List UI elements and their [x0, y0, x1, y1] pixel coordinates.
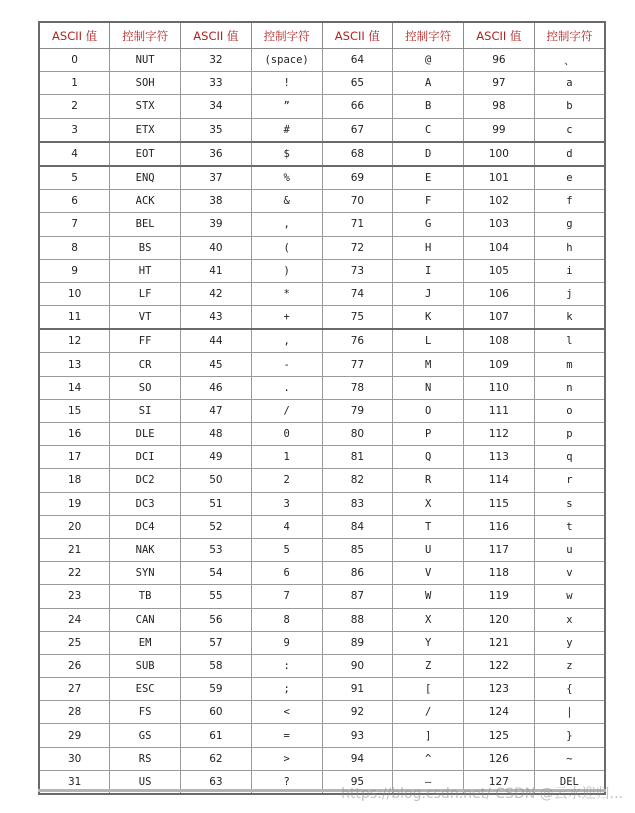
ascii-value-cell: 58	[181, 654, 252, 677]
control-char-cell: y	[534, 631, 605, 654]
control-char-cell: g	[534, 213, 605, 236]
ascii-value-cell: 0	[39, 49, 110, 72]
ascii-value-cell: 7	[39, 213, 110, 236]
ascii-value-cell: 29	[39, 724, 110, 747]
ascii-value-cell: 104	[464, 236, 535, 259]
ascii-value-cell: 40	[181, 236, 252, 259]
ascii-value-cell: 79	[322, 399, 393, 422]
control-char-cell: :	[251, 654, 322, 677]
control-char-cell: [	[393, 678, 464, 701]
ascii-value-cell: 87	[322, 585, 393, 608]
control-char-cell: P	[393, 423, 464, 446]
ascii-value-cell: 42	[181, 282, 252, 305]
control-char-cell: .	[251, 376, 322, 399]
control-char-cell: @	[393, 49, 464, 72]
ascii-value-cell: 118	[464, 562, 535, 585]
table-row	[39, 747, 605, 770]
table-row	[39, 259, 605, 282]
control-char-cell: 3	[251, 492, 322, 515]
control-char-cell: DC2	[110, 469, 181, 492]
control-char-cell: /	[393, 701, 464, 724]
ascii-value-cell: 24	[39, 608, 110, 631]
ascii-value-cell: 2	[39, 95, 110, 118]
ascii-value-cell: 63	[181, 770, 252, 794]
table-row	[39, 95, 605, 118]
control-char-cell: p	[534, 423, 605, 446]
control-char-cell: FF	[110, 329, 181, 353]
control-char-cell: -	[251, 353, 322, 376]
ascii-value-cell: 69	[322, 166, 393, 190]
ascii-value-cell: 9	[39, 259, 110, 282]
control-char-cell: t	[534, 515, 605, 538]
ascii-value-cell: 120	[464, 608, 535, 631]
ascii-value-cell: 47	[181, 399, 252, 422]
ascii-value-cell: 119	[464, 585, 535, 608]
control-char-cell: u	[534, 538, 605, 561]
ascii-value-cell: 45	[181, 353, 252, 376]
ascii-value-cell: 18	[39, 469, 110, 492]
control-char-cell: E	[393, 166, 464, 190]
table-row	[39, 329, 605, 353]
control-char-cell: G	[393, 213, 464, 236]
ascii-value-cell: 22	[39, 562, 110, 585]
control-char-cell: 8	[251, 608, 322, 631]
control-char-cell: =	[251, 724, 322, 747]
ascii-value-cell: 97	[464, 72, 535, 95]
ascii-value-cell: 92	[322, 701, 393, 724]
control-char-cell: 0	[251, 423, 322, 446]
table-row	[39, 49, 605, 72]
ascii-value-cell: 6	[39, 190, 110, 213]
ascii-value-cell: 103	[464, 213, 535, 236]
control-char-cell: F	[393, 190, 464, 213]
control-char-cell: |	[534, 701, 605, 724]
ascii-value-cell: 51	[181, 492, 252, 515]
control-char-cell: )	[251, 259, 322, 282]
ascii-value-cell: 64	[322, 49, 393, 72]
control-char-cell: ”	[251, 95, 322, 118]
control-char-cell: x	[534, 608, 605, 631]
control-char-cell: %	[251, 166, 322, 190]
table-row	[39, 654, 605, 677]
ascii-value-cell: 37	[181, 166, 252, 190]
control-char-cell: B	[393, 95, 464, 118]
control-char-cell: NUT	[110, 49, 181, 72]
ascii-value-cell: 14	[39, 376, 110, 399]
ascii-value-cell: 88	[322, 608, 393, 631]
ascii-value-cell: 57	[181, 631, 252, 654]
ascii-value-cell: 10	[39, 282, 110, 305]
ascii-value-cell: 75	[322, 306, 393, 330]
ascii-value-cell: 111	[464, 399, 535, 422]
ascii-value-cell: 102	[464, 190, 535, 213]
control-char-cell: i	[534, 259, 605, 282]
control-char-cell: 2	[251, 469, 322, 492]
control-char-cell: J	[393, 282, 464, 305]
control-char-cell: }	[534, 724, 605, 747]
table-row	[39, 562, 605, 585]
control-char-cell: EOT	[110, 142, 181, 166]
ascii-value-cell: 39	[181, 213, 252, 236]
control-char-cell: !	[251, 72, 322, 95]
control-char-cell: ETX	[110, 118, 181, 142]
control-char-cell: M	[393, 353, 464, 376]
ascii-value-cell: 19	[39, 492, 110, 515]
control-char-cell: r	[534, 469, 605, 492]
control-char-cell: SI	[110, 399, 181, 422]
control-char-cell: I	[393, 259, 464, 282]
ascii-value-cell: 43	[181, 306, 252, 330]
table-row	[39, 118, 605, 142]
header-control-char-2: 控制字符	[251, 22, 322, 49]
ascii-value-cell: 32	[181, 49, 252, 72]
control-char-cell: —	[393, 770, 464, 794]
ascii-value-cell: 107	[464, 306, 535, 330]
ascii-value-cell: 61	[181, 724, 252, 747]
ascii-value-cell: 23	[39, 585, 110, 608]
ascii-value-cell: 27	[39, 678, 110, 701]
ascii-value-cell: 114	[464, 469, 535, 492]
table-row	[39, 585, 605, 608]
control-char-cell: CAN	[110, 608, 181, 631]
ascii-value-cell: 31	[39, 770, 110, 794]
table-row	[39, 166, 605, 190]
control-char-cell: m	[534, 353, 605, 376]
control-char-cell: ,	[251, 213, 322, 236]
ascii-value-cell: 80	[322, 423, 393, 446]
control-char-cell: K	[393, 306, 464, 330]
control-char-cell: d	[534, 142, 605, 166]
ascii-value-cell: 93	[322, 724, 393, 747]
ascii-value-cell: 12	[39, 329, 110, 353]
ascii-value-cell: 108	[464, 329, 535, 353]
control-char-cell: k	[534, 306, 605, 330]
ascii-value-cell: 15	[39, 399, 110, 422]
ascii-value-cell: 70	[322, 190, 393, 213]
control-char-cell: SO	[110, 376, 181, 399]
ascii-value-cell: 13	[39, 353, 110, 376]
header-ascii-value-3: ASCII 值	[322, 22, 393, 49]
control-char-cell: ?	[251, 770, 322, 794]
ascii-value-cell: 95	[322, 770, 393, 794]
ascii-value-cell: 117	[464, 538, 535, 561]
table-row	[39, 631, 605, 654]
ascii-value-cell: 3	[39, 118, 110, 142]
table-row	[39, 72, 605, 95]
ascii-value-cell: 74	[322, 282, 393, 305]
table-row	[39, 608, 605, 631]
control-char-cell: FS	[110, 701, 181, 724]
table-row	[39, 515, 605, 538]
header-ascii-value-2: ASCII 值	[181, 22, 252, 49]
ascii-value-cell: 21	[39, 538, 110, 561]
control-char-cell: +	[251, 306, 322, 330]
ascii-value-cell: 125	[464, 724, 535, 747]
control-char-cell: STX	[110, 95, 181, 118]
ascii-value-cell: 89	[322, 631, 393, 654]
ascii-value-cell: 84	[322, 515, 393, 538]
control-char-cell: U	[393, 538, 464, 561]
ascii-value-cell: 26	[39, 654, 110, 677]
table-row	[39, 376, 605, 399]
ascii-value-cell: 116	[464, 515, 535, 538]
control-char-cell: <	[251, 701, 322, 724]
header-control-char-1: 控制字符	[110, 22, 181, 49]
ascii-value-cell: 68	[322, 142, 393, 166]
table-row	[39, 701, 605, 724]
control-char-cell: BS	[110, 236, 181, 259]
ascii-value-cell: 112	[464, 423, 535, 446]
control-char-cell: NAK	[110, 538, 181, 561]
control-char-cell: v	[534, 562, 605, 585]
ascii-value-cell: 30	[39, 747, 110, 770]
ascii-value-cell: 121	[464, 631, 535, 654]
table-row	[39, 538, 605, 561]
ascii-value-cell: 77	[322, 353, 393, 376]
control-char-cell: (space)	[251, 49, 322, 72]
control-char-cell: SUB	[110, 654, 181, 677]
control-char-cell: {	[534, 678, 605, 701]
control-char-cell: X	[393, 608, 464, 631]
ascii-value-cell: 20	[39, 515, 110, 538]
ascii-value-cell: 126	[464, 747, 535, 770]
control-char-cell: O	[393, 399, 464, 422]
control-char-cell: l	[534, 329, 605, 353]
control-char-cell: V	[393, 562, 464, 585]
control-char-cell: EM	[110, 631, 181, 654]
control-char-cell: DCI	[110, 446, 181, 469]
table-row	[39, 353, 605, 376]
table-row	[39, 213, 605, 236]
table-row	[39, 678, 605, 701]
table-row	[39, 190, 605, 213]
ascii-value-cell: 123	[464, 678, 535, 701]
ascii-value-cell: 33	[181, 72, 252, 95]
ascii-value-cell: 66	[322, 95, 393, 118]
control-char-cell: s	[534, 492, 605, 515]
ascii-value-cell: 56	[181, 608, 252, 631]
control-char-cell: BEL	[110, 213, 181, 236]
ascii-value-cell: 67	[322, 118, 393, 142]
ascii-value-cell: 71	[322, 213, 393, 236]
table-row	[39, 306, 605, 330]
ascii-value-cell: 115	[464, 492, 535, 515]
table-row	[39, 492, 605, 515]
control-char-cell: ,	[251, 329, 322, 353]
control-char-cell: R	[393, 469, 464, 492]
ascii-value-cell: 124	[464, 701, 535, 724]
ascii-value-cell: 53	[181, 538, 252, 561]
ascii-value-cell: 17	[39, 446, 110, 469]
ascii-value-cell: 34	[181, 95, 252, 118]
control-char-cell: CR	[110, 353, 181, 376]
ascii-value-cell: 78	[322, 376, 393, 399]
ascii-value-cell: 62	[181, 747, 252, 770]
control-char-cell: /	[251, 399, 322, 422]
ascii-value-cell: 99	[464, 118, 535, 142]
ascii-value-cell: 100	[464, 142, 535, 166]
header-ascii-value-4: ASCII 值	[464, 22, 535, 49]
control-char-cell: 7	[251, 585, 322, 608]
control-char-cell: 6	[251, 562, 322, 585]
control-char-cell: &	[251, 190, 322, 213]
header-ascii-value-1: ASCII 值	[39, 22, 110, 49]
control-char-cell: W	[393, 585, 464, 608]
ascii-value-cell: 73	[322, 259, 393, 282]
control-char-cell: A	[393, 72, 464, 95]
ascii-value-cell: 8	[39, 236, 110, 259]
ascii-value-cell: 4	[39, 142, 110, 166]
ascii-value-cell: 98	[464, 95, 535, 118]
ascii-value-cell: 54	[181, 562, 252, 585]
ascii-value-cell: 35	[181, 118, 252, 142]
control-char-cell: 、	[534, 49, 605, 72]
table-row	[39, 399, 605, 422]
ascii-value-cell: 113	[464, 446, 535, 469]
table-row	[39, 469, 605, 492]
control-char-cell: j	[534, 282, 605, 305]
ascii-value-cell: 16	[39, 423, 110, 446]
control-char-cell: US	[110, 770, 181, 794]
control-char-cell: z	[534, 654, 605, 677]
ascii-value-cell: 44	[181, 329, 252, 353]
ascii-value-cell: 50	[181, 469, 252, 492]
ascii-value-cell: 122	[464, 654, 535, 677]
control-char-cell: GS	[110, 724, 181, 747]
control-char-cell: RS	[110, 747, 181, 770]
ascii-value-cell: 127	[464, 770, 535, 794]
ascii-value-cell: 106	[464, 282, 535, 305]
ascii-value-cell: 105	[464, 259, 535, 282]
control-char-cell: q	[534, 446, 605, 469]
control-char-cell: L	[393, 329, 464, 353]
control-char-cell: T	[393, 515, 464, 538]
control-char-cell: ENQ	[110, 166, 181, 190]
control-char-cell: DEL	[534, 770, 605, 794]
control-char-cell: $	[251, 142, 322, 166]
control-char-cell: DLE	[110, 423, 181, 446]
control-char-cell: b	[534, 95, 605, 118]
control-char-cell: n	[534, 376, 605, 399]
control-char-cell: #	[251, 118, 322, 142]
ascii-value-cell: 41	[181, 259, 252, 282]
control-char-cell: N	[393, 376, 464, 399]
ascii-value-cell: 82	[322, 469, 393, 492]
control-char-cell: VT	[110, 306, 181, 330]
ascii-value-cell: 109	[464, 353, 535, 376]
control-char-cell: SYN	[110, 562, 181, 585]
control-char-cell: w	[534, 585, 605, 608]
control-char-cell: ~	[534, 747, 605, 770]
control-char-cell: SOH	[110, 72, 181, 95]
ascii-value-cell: 83	[322, 492, 393, 515]
ascii-value-cell: 25	[39, 631, 110, 654]
control-char-cell: 4	[251, 515, 322, 538]
control-char-cell: Q	[393, 446, 464, 469]
ascii-value-cell: 1	[39, 72, 110, 95]
ascii-value-cell: 90	[322, 654, 393, 677]
ascii-value-cell: 72	[322, 236, 393, 259]
control-char-cell: LF	[110, 282, 181, 305]
header-control-char-3: 控制字符	[393, 22, 464, 49]
control-char-cell: Z	[393, 654, 464, 677]
control-char-cell: 9	[251, 631, 322, 654]
ascii-value-cell: 48	[181, 423, 252, 446]
ascii-value-cell: 59	[181, 678, 252, 701]
table-row	[39, 142, 605, 166]
control-char-cell: >	[251, 747, 322, 770]
control-char-cell: h	[534, 236, 605, 259]
control-char-cell: ;	[251, 678, 322, 701]
control-char-cell: ESC	[110, 678, 181, 701]
control-char-cell: f	[534, 190, 605, 213]
control-char-cell: C	[393, 118, 464, 142]
ascii-value-cell: 94	[322, 747, 393, 770]
ascii-value-cell: 36	[181, 142, 252, 166]
ascii-value-cell: 96	[464, 49, 535, 72]
ascii-value-cell: 81	[322, 446, 393, 469]
table-row	[39, 446, 605, 469]
table-row	[39, 724, 605, 747]
ascii-value-cell: 65	[322, 72, 393, 95]
ascii-value-cell: 76	[322, 329, 393, 353]
control-char-cell: X	[393, 492, 464, 515]
control-char-cell: Y	[393, 631, 464, 654]
control-char-cell: 5	[251, 538, 322, 561]
ascii-value-cell: 5	[39, 166, 110, 190]
ascii-value-cell: 101	[464, 166, 535, 190]
control-char-cell: ^	[393, 747, 464, 770]
ascii-value-cell: 86	[322, 562, 393, 585]
control-char-cell: H	[393, 236, 464, 259]
ascii-value-cell: 91	[322, 678, 393, 701]
ascii-table	[38, 21, 606, 795]
control-char-cell: 1	[251, 446, 322, 469]
control-char-cell: a	[534, 72, 605, 95]
control-char-cell: o	[534, 399, 605, 422]
ascii-value-cell: 52	[181, 515, 252, 538]
table-body	[39, 49, 605, 795]
ascii-value-cell: 11	[39, 306, 110, 330]
control-char-cell: DC3	[110, 492, 181, 515]
control-char-cell: ACK	[110, 190, 181, 213]
ascii-value-cell: 85	[322, 538, 393, 561]
control-char-cell: *	[251, 282, 322, 305]
header-control-char-4: 控制字符	[534, 22, 605, 49]
table-row	[39, 236, 605, 259]
control-char-cell: DC4	[110, 515, 181, 538]
ascii-value-cell: 38	[181, 190, 252, 213]
control-char-cell: c	[534, 118, 605, 142]
control-char-cell: (	[251, 236, 322, 259]
control-char-cell: e	[534, 166, 605, 190]
ascii-value-cell: 28	[39, 701, 110, 724]
table-header-row	[39, 22, 605, 49]
ascii-value-cell: 110	[464, 376, 535, 399]
watermark: https://blog.csdn.net/ CSDN @云水迎归...	[341, 786, 623, 802]
ascii-value-cell: 49	[181, 446, 252, 469]
table-row	[39, 282, 605, 305]
ascii-value-cell: 60	[181, 701, 252, 724]
ascii-value-cell: 46	[181, 376, 252, 399]
control-char-cell: TB	[110, 585, 181, 608]
control-char-cell: D	[393, 142, 464, 166]
ascii-value-cell: 55	[181, 585, 252, 608]
control-char-cell: ]	[393, 724, 464, 747]
table-row	[39, 423, 605, 446]
control-char-cell: HT	[110, 259, 181, 282]
